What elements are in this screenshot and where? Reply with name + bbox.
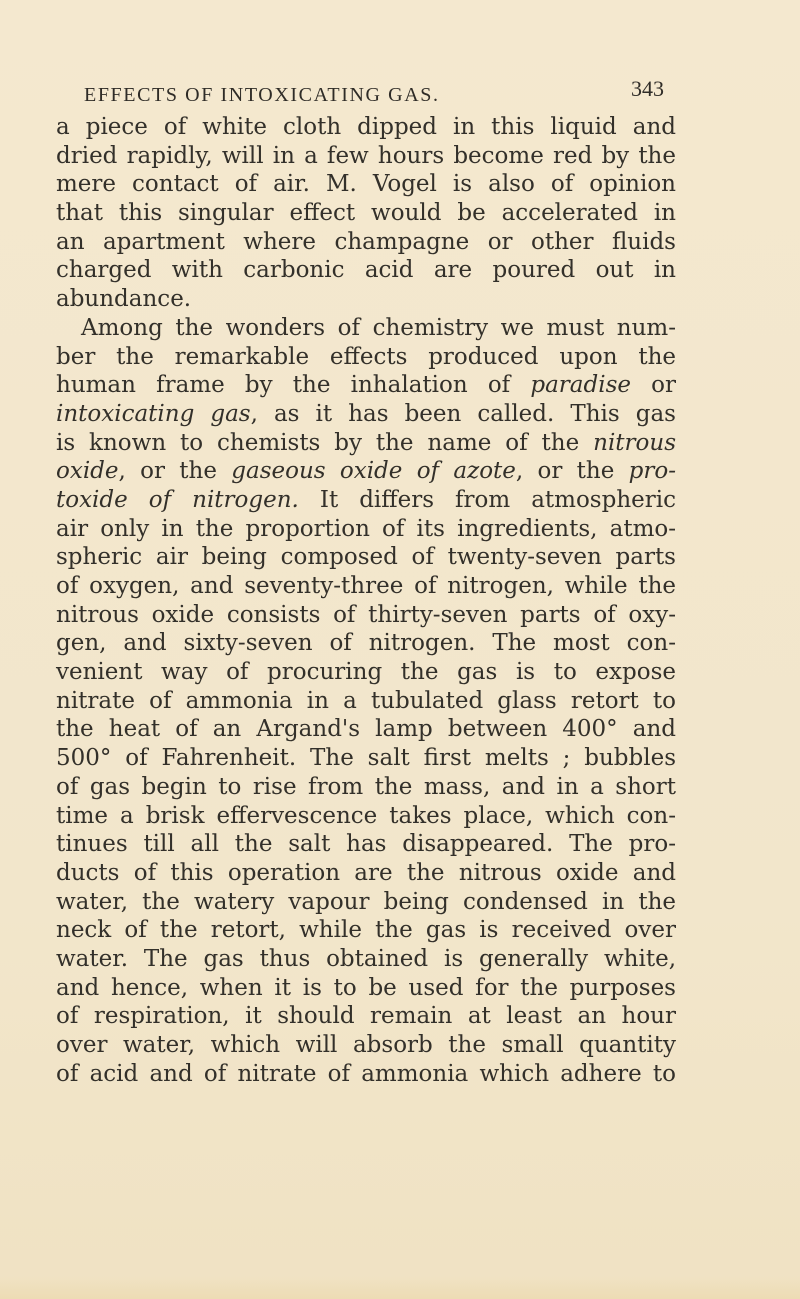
text-line: [56, 1060, 676, 1089]
text-line: [56, 343, 676, 372]
page-bottom-edge: [0, 1277, 800, 1299]
text-run: mere contact of air. M. Vogel is also of opinion: [56, 171, 676, 198]
text-run: ber the remarkable effects produced upon the: [56, 343, 676, 370]
text-run: or: [631, 372, 677, 399]
text-run: the heat of an Argand's lamp between 400° and: [56, 716, 676, 743]
text-line: [56, 228, 676, 257]
running-title: EFFECTS OF INTOXICATING GAS.: [84, 84, 440, 106]
text-line: [56, 113, 676, 142]
italic-text: nitrous: [593, 429, 676, 456]
text-run: nitrous oxide consists of thirty-seven parts of oxy-: [56, 601, 676, 628]
text-run: human frame by the inhalation of: [56, 372, 531, 399]
text-line: [56, 142, 676, 171]
text-run: gen, and sixty-seven of nitrogen. The most con-: [56, 630, 676, 657]
text-run: of gas begin to rise from the mass, and in a short: [56, 773, 676, 800]
text-run: is known to chemists by the name of the: [56, 429, 594, 456]
text-run: time a brisk effervescence takes place, which con-: [56, 802, 676, 829]
text-run: that this singular effect would be accelerated in: [56, 200, 676, 227]
text-run: It differs from atmospheric: [298, 486, 676, 513]
text-run: Among the wonders of chemistry we must num-: [81, 314, 676, 341]
text-line: [56, 371, 676, 400]
text-line: [56, 285, 676, 314]
text-line: [56, 888, 676, 917]
text-line: [56, 543, 676, 572]
text-run: of respiration, it should remain at least an hour: [56, 1003, 676, 1030]
text-line: [56, 1031, 676, 1060]
text-line: [56, 773, 676, 802]
text-run: , or the: [118, 458, 232, 485]
text-run: air only in the proportion of its ingredients, atmo-: [56, 515, 676, 542]
text-run: and hence, when it is to be used for the purposes: [56, 974, 676, 1001]
italic-text: toxide of nitrogen.: [56, 486, 299, 513]
text-line: [56, 601, 676, 630]
text-line: [56, 802, 676, 831]
text-line: [56, 199, 676, 228]
running-head: [84, 76, 664, 114]
text-run: dried rapidly, will in a few hours become red by the: [56, 142, 676, 169]
text-line: [56, 715, 676, 744]
text-line: [56, 916, 676, 945]
body-text: [56, 113, 676, 1088]
text-line: [56, 486, 676, 515]
text-run: venient way of procuring the gas is to expose: [56, 659, 676, 686]
text-line: [56, 744, 676, 773]
italic-text: oxide: [56, 458, 119, 485]
italic-text: paradise: [530, 372, 631, 399]
text-line: [56, 429, 676, 458]
text-line: [56, 1002, 676, 1031]
text-line: [56, 658, 676, 687]
text-run: neck of the retort, while the gas is received over: [56, 917, 676, 944]
italic-text: pro-: [628, 458, 676, 485]
text-run: of oxygen, and seventy-three of nitrogen, while the: [56, 573, 676, 599]
text-line: [56, 457, 676, 486]
text-line: [56, 256, 676, 285]
text-run: charged with carbonic acid are poured out in: [56, 257, 676, 284]
text-run: , as it has been called. This gas: [250, 400, 676, 427]
text-line: [56, 515, 676, 544]
text-line: [56, 314, 676, 343]
text-run: nitrate of ammonia in a tubulated glass retort to: [56, 687, 676, 714]
page-number: 343: [631, 76, 664, 101]
text-run: spheric air being composed of twenty-seven parts: [56, 544, 676, 571]
text-line: [56, 400, 676, 429]
text-run: , or the: [515, 458, 629, 485]
text-run: water, the watery vapour being condensed in the: [56, 888, 676, 915]
text-line: [56, 687, 676, 716]
text-line: [56, 629, 676, 658]
text-run: ducts of this operation are the nitrous oxide and: [56, 859, 676, 886]
text-line: [56, 170, 676, 199]
italic-text: gaseous oxide of azote: [231, 458, 516, 485]
text-run: tinues till all the salt has disappeared. The pro-: [56, 831, 676, 858]
text-run: an apartment where champagne or other fluids: [56, 228, 676, 255]
text-run: water. The gas thus obtained is generally white,: [56, 945, 676, 972]
text-run: over water, which will absorb the small quantity: [56, 1032, 676, 1058]
text-line: [56, 974, 676, 1003]
text-line: [56, 945, 676, 974]
italic-text: intoxicating gas: [56, 400, 251, 427]
text-run: a piece of white cloth dipped in this liquid and: [56, 114, 676, 140]
text-line: [56, 830, 676, 859]
text-line: [56, 859, 676, 888]
text-line: [56, 572, 676, 601]
text-run: of acid and of nitrate of ammonia which adhere to: [56, 1060, 676, 1087]
text-run: 500° of Fahrenheit. The salt first melts ; bubbles: [56, 745, 676, 772]
text-run: abundance.: [56, 286, 192, 313]
